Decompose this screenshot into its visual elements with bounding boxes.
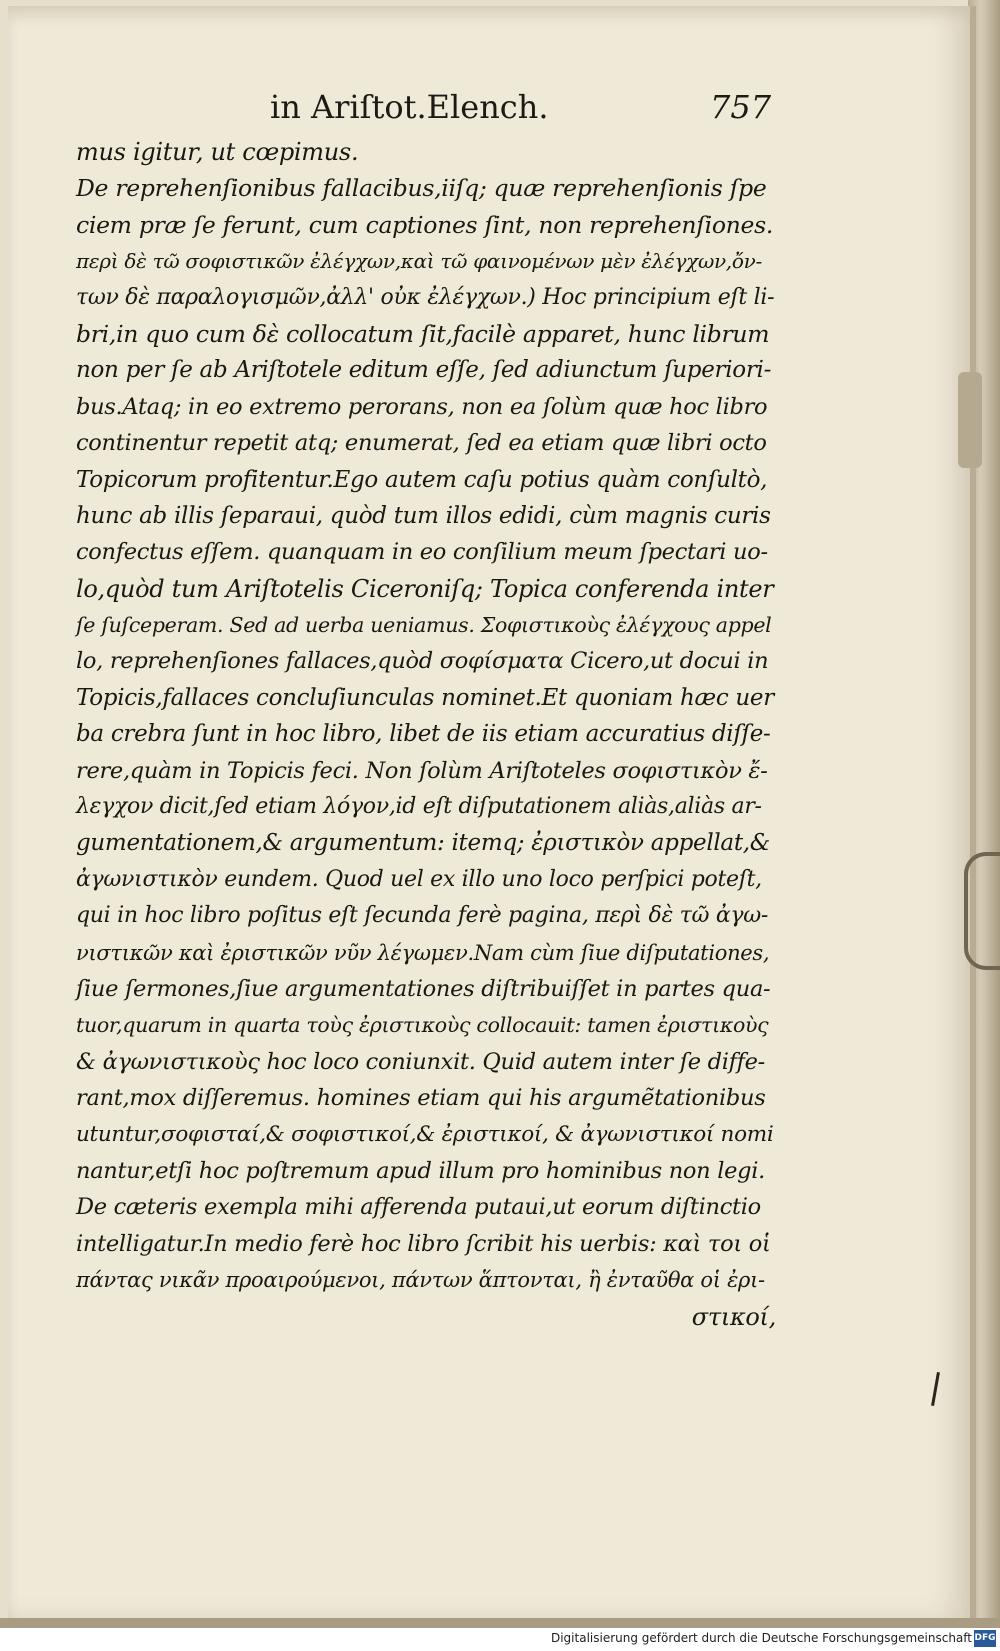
text-line: bus.Ataq; in eo extremo perorans, non ea ſolùm quæ hoc libro [76,393,768,420]
text-line: hunc ab illis ſeparaui, quòd tum illos edidi, cùm magnis curis [76,502,771,529]
dfg-logo-icon: DFG [974,1630,996,1647]
text-line: ſe ſuſceperam. Sed ad uerba ueniamus. Σοφιστικοὺς ἐλέγχους appel [76,613,772,638]
text-line: nantur,etſi hoc poſtremum apud illum pro hominibus non legi. [76,1157,765,1184]
text-line: continentur repetit atq; enumerat, ſed ea etiam quæ libri octo [76,430,767,457]
text-line: De reprehenſionibus fallacibus,iiſq; quæ reprehenſionis ſpe [76,174,767,203]
text-line: mus igitur, ut cœpimus. [76,138,359,166]
running-head: in Ariſtot.Elench. [270,88,549,126]
text-line: rere,quàm in Topicis feci. Non ſolùm Ariſtoteles σοφιστικὸν ἔ- [76,757,768,784]
text-line: ciem præ ſe ferunt, cum captiones ſint, non reprehenſiones. [76,210,774,239]
text-line: intelligatur.In medio ferè hoc libro ſcribit his uerbis: καὶ τοι οἱ [76,1230,771,1257]
text-line: qui in hoc libro poſitus eſt ſecunda ferè pagina, περὶ δὲ τῶ ἀγω- [76,903,769,929]
text-line: lo,quòd tum Ariſtotelis Ciceroniſq; Topica conferenda inter [76,574,774,603]
text-line: lo, reprehenſiones fallaces,quòd σοφίσματα Cicero,ut docui in [76,648,769,675]
text-line: στικοί, [691,1302,776,1331]
text-line: tuor,quarum in quarta τοὺς ἐριστικοὺς collocauit: tamen ἐριστικοὺς [76,1013,769,1038]
book-clasp [964,852,1000,970]
text-line: πάντας νικᾶν προαιρούμενοι, πάντων ἅπτονται, ἢ ἐνταῦθα οἱ ἐρι- [76,1268,765,1293]
page-number: 757 [710,88,772,126]
text-line: utuntur,σοφισταί,& σοφιστικοί,& ἐριστικοί, & ἀγωνιστικοί nomi [76,1121,774,1147]
text-line: confectus eſſem. quanquam in eo conſilium meum ſpectari uo- [76,539,768,566]
text-line: ſiue ſermones,ſiue argumentationes diſtribuiſſet in partes qua- [76,975,771,1002]
digitization-credit: Digitalisierung gefördert durch die Deutsche Forschungsgemeinschaft [550,1631,972,1645]
body-text [76,134,776,1335]
text-line: των δὲ παραλογισμῶν,ἀλλ' οὐκ ἐλέγχων.) Hoc principium eſt li- [76,284,775,310]
text-line: ἀγωνιστικὸν eundem. Quod uel ex illo uno loco perſpici poteſt, [76,866,762,892]
text-line: De cæteris exempla mihi afferenda putaui,ut eorum diſtinctio [76,1194,761,1221]
text-line: νιστικῶν καὶ ἐριστικῶν νῦν λέγωμεν.Nam cùm ſiue diſputationes, [76,940,770,965]
text-line: & ἀγωνιστικοὺς hoc loco coniunxit. Quid autem inter ſe diffe- [76,1048,765,1075]
text-line: gumentationem,& argumentum: itemq; ἐριστικὸν appellat,& [76,830,770,857]
text-line: Topicis,fallaces concluſiunculas nominet.Et quoniam hæc uer [76,684,774,711]
text-line: bri,in quo cum δὲ collocatum ſit,facilè apparet, hunc librum [76,319,770,348]
text-line: λεγχον dicit,ſed etiam λόγον,id eſt diſputationem aliàs,aliàs ar- [76,794,762,820]
book-bottom-edge [0,1618,1000,1628]
text-line: Topicorum profitentur.Ego autem caſu potius quàm conſultò, [76,466,768,493]
text-line: ba crebra ſunt in hoc libro, libet de iis etiam accuratius diſſe- [76,721,771,748]
text-line: περὶ δὲ τῶ σοφιστικῶν ἐλέγχων,καὶ τῶ φαινομένων μὲν ἐλέγχων,ὄν- [76,249,762,274]
page-tab [958,372,982,468]
text-line: non per ſe ab Ariſtotele editum eſſe, ſed adiunctum ſuperiori- [76,357,772,384]
page-header [80,88,772,132]
text-line: rant,mox diſſeremus. homines etiam qui his argumẽtationibus [76,1085,766,1112]
footer-bar [0,1628,1000,1651]
